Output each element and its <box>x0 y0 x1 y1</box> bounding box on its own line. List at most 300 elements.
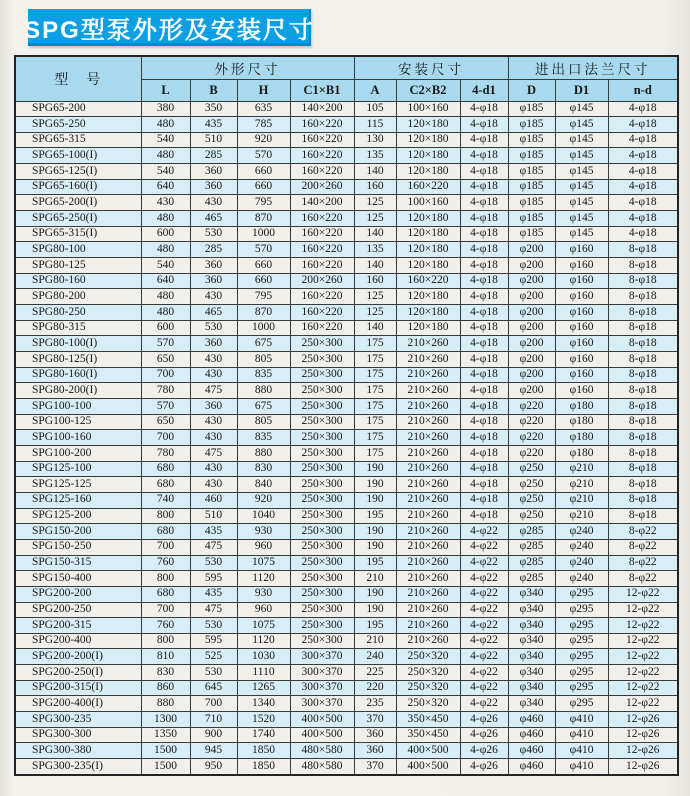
value-cell: φ200 <box>508 383 555 399</box>
value-cell: 645 <box>190 680 237 696</box>
value-cell: 870 <box>237 305 290 321</box>
model-cell: SPG125-100 <box>15 461 141 477</box>
value-cell: 920 <box>237 492 290 508</box>
value-cell: 4-φ18 <box>460 101 508 117</box>
value-cell: 540 <box>141 132 190 148</box>
value-cell: 160×220 <box>290 164 354 180</box>
value-cell: 780 <box>141 383 190 399</box>
value-cell: 800 <box>141 571 190 587</box>
value-cell: 210×260 <box>396 633 460 649</box>
header-col-n-d: n-d <box>608 79 678 101</box>
value-cell: φ285 <box>508 539 555 555</box>
model-cell: SPG65-315(I) <box>15 226 141 242</box>
value-cell: 400×500 <box>290 712 354 728</box>
value-cell: 4-φ18 <box>460 320 508 336</box>
model-cell: SPG65-200 <box>15 101 141 117</box>
value-cell: φ160 <box>555 305 608 321</box>
value-cell: 210×260 <box>396 477 460 493</box>
value-cell: 1850 <box>237 759 290 775</box>
value-cell: 120×180 <box>396 320 460 336</box>
value-cell: 530 <box>190 618 237 634</box>
value-cell: 370 <box>354 712 396 728</box>
value-cell: 835 <box>237 430 290 446</box>
value-cell: 700 <box>190 696 237 712</box>
value-cell: 4-φ18 <box>460 226 508 242</box>
header-col-4-d1: 4-d1 <box>460 79 508 101</box>
value-cell: 160×220 <box>290 226 354 242</box>
value-cell: 780 <box>141 445 190 461</box>
value-cell: φ145 <box>555 211 608 227</box>
model-cell: SPG65-100(I) <box>15 148 141 164</box>
value-cell: φ410 <box>555 759 608 775</box>
value-cell: 250×300 <box>290 524 354 540</box>
value-cell: φ185 <box>508 148 555 164</box>
table-row <box>15 743 678 759</box>
value-cell: 540 <box>141 164 190 180</box>
value-cell: 430 <box>190 289 237 305</box>
value-cell: 8-φ22 <box>608 524 678 540</box>
value-cell: 600 <box>141 320 190 336</box>
table-row <box>15 336 678 352</box>
value-cell: φ160 <box>555 367 608 383</box>
value-cell: 4-φ18 <box>460 258 508 274</box>
value-cell: φ200 <box>508 289 555 305</box>
value-cell: 4-φ18 <box>608 226 678 242</box>
model-cell: SPG80-160 <box>15 273 141 289</box>
value-cell: 1500 <box>141 743 190 759</box>
header-group-row <box>15 56 678 79</box>
value-cell: 120×180 <box>396 211 460 227</box>
value-cell: 190 <box>354 524 396 540</box>
value-cell: 140 <box>354 164 396 180</box>
value-cell: 210×260 <box>396 336 460 352</box>
value-cell: 4-φ18 <box>460 336 508 352</box>
value-cell: φ295 <box>555 618 608 634</box>
value-cell: 160×220 <box>290 148 354 164</box>
value-cell: 4-φ18 <box>608 164 678 180</box>
value-cell: 250×320 <box>396 696 460 712</box>
value-cell: φ295 <box>555 633 608 649</box>
table-row <box>15 320 678 336</box>
value-cell: 525 <box>190 649 237 665</box>
value-cell: 380 <box>141 101 190 117</box>
model-cell: SPG65-315 <box>15 132 141 148</box>
value-cell: 8-φ18 <box>608 414 678 430</box>
value-cell: 250×300 <box>290 508 354 524</box>
value-cell: 360 <box>190 258 237 274</box>
value-cell: 140 <box>354 320 396 336</box>
table-row <box>15 226 678 242</box>
value-cell: 4-φ22 <box>460 618 508 634</box>
value-cell: 210×260 <box>396 398 460 414</box>
value-cell: 430 <box>190 367 237 383</box>
value-cell: 160×220 <box>290 211 354 227</box>
value-cell: 4-φ18 <box>460 195 508 211</box>
value-cell: 220 <box>354 680 396 696</box>
value-cell: 880 <box>237 383 290 399</box>
table-row <box>15 242 678 258</box>
value-cell: 400×500 <box>396 759 460 775</box>
value-cell: 4-φ18 <box>460 164 508 180</box>
value-cell: φ295 <box>555 680 608 696</box>
table-row <box>15 461 678 477</box>
value-cell: 210 <box>354 633 396 649</box>
value-cell: 12-φ26 <box>608 743 678 759</box>
value-cell: 160×220 <box>290 320 354 336</box>
value-cell: 570 <box>141 336 190 352</box>
model-cell: SPG80-200(I) <box>15 383 141 399</box>
model-cell: SPG80-125(I) <box>15 352 141 368</box>
value-cell: 1000 <box>237 226 290 242</box>
value-cell: 480×580 <box>290 743 354 759</box>
value-cell: 190 <box>354 586 396 602</box>
value-cell: 1520 <box>237 712 290 728</box>
value-cell: 960 <box>237 539 290 555</box>
value-cell: 125 <box>354 289 396 305</box>
value-cell: 4-φ18 <box>460 211 508 227</box>
table-row <box>15 148 678 164</box>
value-cell: 680 <box>141 461 190 477</box>
pump-dimensions-table <box>14 55 679 776</box>
value-cell: 225 <box>354 665 396 681</box>
value-cell: 360 <box>190 398 237 414</box>
value-cell: 120×180 <box>396 242 460 258</box>
value-cell: 1075 <box>237 618 290 634</box>
value-cell: 175 <box>354 367 396 383</box>
value-cell: 175 <box>354 336 396 352</box>
value-cell: φ460 <box>508 727 555 743</box>
value-cell: 8-φ18 <box>608 242 678 258</box>
header-model: 型 号 <box>15 56 141 101</box>
value-cell: φ160 <box>555 320 608 336</box>
value-cell: 250×300 <box>290 352 354 368</box>
model-cell: SPG200-200 <box>15 586 141 602</box>
value-cell: 250×300 <box>290 398 354 414</box>
value-cell: 480×580 <box>290 759 354 775</box>
value-cell: 640 <box>141 273 190 289</box>
value-cell: 4-φ22 <box>460 539 508 555</box>
value-cell: 700 <box>141 367 190 383</box>
model-cell: SPG100-200 <box>15 445 141 461</box>
model-cell: SPG65-250 <box>15 117 141 133</box>
value-cell: 8-φ22 <box>608 539 678 555</box>
value-cell: 480 <box>141 289 190 305</box>
value-cell: 1500 <box>141 759 190 775</box>
value-cell: 12-φ22 <box>608 665 678 681</box>
value-cell: 12-φ26 <box>608 712 678 728</box>
value-cell: 12-φ26 <box>608 759 678 775</box>
value-cell: 480 <box>141 148 190 164</box>
value-cell: 140×200 <box>290 195 354 211</box>
header-col-A: A <box>354 79 396 101</box>
value-cell: 12-φ22 <box>608 649 678 665</box>
value-cell: 8-φ18 <box>608 430 678 446</box>
value-cell: 8-φ22 <box>608 571 678 587</box>
value-cell: φ220 <box>508 430 555 446</box>
model-cell: SPG100-125 <box>15 414 141 430</box>
value-cell: 480 <box>141 242 190 258</box>
model-cell: SPG200-315 <box>15 618 141 634</box>
value-cell: 1030 <box>237 649 290 665</box>
table-row <box>15 164 678 180</box>
table-row <box>15 414 678 430</box>
value-cell: 4-φ22 <box>460 633 508 649</box>
value-cell: 360 <box>190 179 237 195</box>
value-cell: 175 <box>354 414 396 430</box>
value-cell: 475 <box>190 602 237 618</box>
value-cell: 4-φ18 <box>460 242 508 258</box>
value-cell: 125 <box>354 211 396 227</box>
value-cell: 835 <box>237 367 290 383</box>
table-row <box>15 211 678 227</box>
value-cell: φ250 <box>508 461 555 477</box>
value-cell: φ145 <box>555 101 608 117</box>
value-cell: 140 <box>354 226 396 242</box>
value-cell: 8-φ18 <box>608 258 678 274</box>
value-cell: 160×220 <box>290 132 354 148</box>
value-cell: 210×260 <box>396 352 460 368</box>
value-cell: 480 <box>141 211 190 227</box>
value-cell: φ145 <box>555 179 608 195</box>
value-cell: φ340 <box>508 649 555 665</box>
value-cell: φ145 <box>555 148 608 164</box>
header-col-D: D <box>508 79 555 101</box>
value-cell: 430 <box>190 477 237 493</box>
value-cell: 1340 <box>237 696 290 712</box>
value-cell: 210×260 <box>396 492 460 508</box>
table-row <box>15 586 678 602</box>
value-cell: 8-φ18 <box>608 289 678 305</box>
value-cell: 530 <box>190 665 237 681</box>
value-cell: 430 <box>190 461 237 477</box>
value-cell: φ295 <box>555 586 608 602</box>
value-cell: φ180 <box>555 398 608 414</box>
value-cell: 240 <box>354 649 396 665</box>
value-cell: 4-φ18 <box>460 508 508 524</box>
title-banner <box>24 9 315 46</box>
table-row <box>15 712 678 728</box>
table-row <box>15 117 678 133</box>
value-cell: 510 <box>190 132 237 148</box>
value-cell: 930 <box>237 524 290 540</box>
value-cell: 360 <box>190 273 237 289</box>
value-cell: 805 <box>237 414 290 430</box>
value-cell: φ250 <box>508 477 555 493</box>
header-col-L: L <box>141 79 190 101</box>
value-cell: φ200 <box>508 258 555 274</box>
value-cell: φ340 <box>508 680 555 696</box>
model-cell: SPG200-400 <box>15 633 141 649</box>
value-cell: φ340 <box>508 602 555 618</box>
model-cell: SPG80-100 <box>15 242 141 258</box>
value-cell: φ220 <box>508 445 555 461</box>
value-cell: 465 <box>190 305 237 321</box>
value-cell: φ240 <box>555 539 608 555</box>
model-cell: SPG80-250 <box>15 305 141 321</box>
value-cell: 195 <box>354 618 396 634</box>
value-cell: 8-φ18 <box>608 383 678 399</box>
model-cell: SPG150-315 <box>15 555 141 571</box>
model-cell: SPG200-250 <box>15 602 141 618</box>
value-cell: 675 <box>237 398 290 414</box>
value-cell: 595 <box>190 571 237 587</box>
value-cell: 8-φ18 <box>608 352 678 368</box>
value-cell: φ185 <box>508 164 555 180</box>
value-cell: 830 <box>141 665 190 681</box>
value-cell: 510 <box>190 508 237 524</box>
value-cell: φ145 <box>555 195 608 211</box>
value-cell: 300×370 <box>290 665 354 681</box>
value-cell: 700 <box>141 430 190 446</box>
value-cell: φ200 <box>508 305 555 321</box>
table-row <box>15 618 678 634</box>
value-cell: 465 <box>190 211 237 227</box>
value-cell: φ460 <box>508 712 555 728</box>
value-cell: 130 <box>354 132 396 148</box>
table-row <box>15 258 678 274</box>
value-cell: 680 <box>141 524 190 540</box>
value-cell: 710 <box>190 712 237 728</box>
value-cell: 250×300 <box>290 539 354 555</box>
value-cell: 1110 <box>237 665 290 681</box>
value-cell: 12-φ26 <box>608 727 678 743</box>
table-row <box>15 696 678 712</box>
value-cell: 8-φ18 <box>608 508 678 524</box>
model-cell: SPG80-100(I) <box>15 336 141 352</box>
model-cell: SPG80-160(I) <box>15 367 141 383</box>
value-cell: 250×320 <box>396 680 460 696</box>
value-cell: 4-φ18 <box>460 179 508 195</box>
value-cell: 125 <box>354 195 396 211</box>
value-cell: 920 <box>237 132 290 148</box>
value-cell: 250×300 <box>290 602 354 618</box>
table-row <box>15 665 678 681</box>
value-cell: 435 <box>190 117 237 133</box>
value-cell: 8-φ18 <box>608 320 678 336</box>
value-cell: 160×220 <box>396 273 460 289</box>
value-cell: 200×260 <box>290 273 354 289</box>
value-cell: 250×300 <box>290 445 354 461</box>
value-cell: 4-φ18 <box>460 492 508 508</box>
value-cell: 795 <box>237 289 290 305</box>
table-row <box>15 305 678 321</box>
value-cell: 160×220 <box>290 242 354 258</box>
value-cell: 475 <box>190 539 237 555</box>
header-group-installation-dimensions: 安装尺寸 <box>354 56 508 79</box>
value-cell: 900 <box>190 727 237 743</box>
value-cell: 480 <box>141 305 190 321</box>
value-cell: 475 <box>190 383 237 399</box>
value-cell: 210×260 <box>396 571 460 587</box>
value-cell: 1740 <box>237 727 290 743</box>
value-cell: φ160 <box>555 352 608 368</box>
model-cell: SPG80-200 <box>15 289 141 305</box>
value-cell: 530 <box>190 226 237 242</box>
value-cell: 120×180 <box>396 258 460 274</box>
value-cell: 400×500 <box>396 743 460 759</box>
value-cell: 1850 <box>237 743 290 759</box>
value-cell: 8-φ18 <box>608 445 678 461</box>
model-cell: SPG200-400(I) <box>15 696 141 712</box>
table-row <box>15 352 678 368</box>
value-cell: 650 <box>141 352 190 368</box>
value-cell: 570 <box>237 148 290 164</box>
value-cell: 635 <box>237 101 290 117</box>
value-cell: φ285 <box>508 555 555 571</box>
value-cell: φ240 <box>555 524 608 540</box>
value-cell: 460 <box>190 492 237 508</box>
value-cell: φ210 <box>555 508 608 524</box>
value-cell: 430 <box>190 195 237 211</box>
model-cell: SPG150-400 <box>15 571 141 587</box>
value-cell: 4-φ18 <box>460 273 508 289</box>
value-cell: 285 <box>190 242 237 258</box>
value-cell: φ210 <box>555 492 608 508</box>
value-cell: 810 <box>141 649 190 665</box>
value-cell: 4-φ18 <box>460 461 508 477</box>
model-cell: SPG300-300 <box>15 727 141 743</box>
value-cell: 1040 <box>237 508 290 524</box>
value-cell: 120×180 <box>396 148 460 164</box>
value-cell: 640 <box>141 179 190 195</box>
model-cell: SPG100-160 <box>15 430 141 446</box>
value-cell: 160 <box>354 273 396 289</box>
value-cell: 4-φ18 <box>608 117 678 133</box>
value-cell: 4-φ18 <box>460 305 508 321</box>
value-cell: 12-φ22 <box>608 602 678 618</box>
table-row <box>15 524 678 540</box>
value-cell: 660 <box>237 258 290 274</box>
value-cell: φ210 <box>555 461 608 477</box>
value-cell: φ200 <box>508 336 555 352</box>
table-row <box>15 132 678 148</box>
value-cell: 4-φ22 <box>460 680 508 696</box>
value-cell: 760 <box>141 555 190 571</box>
value-cell: 880 <box>141 696 190 712</box>
value-cell: 210×260 <box>396 555 460 571</box>
model-cell: SPG125-200 <box>15 508 141 524</box>
value-cell: 4-φ18 <box>460 398 508 414</box>
value-cell: φ340 <box>508 665 555 681</box>
value-cell: 540 <box>141 258 190 274</box>
value-cell: φ220 <box>508 398 555 414</box>
value-cell: 360 <box>190 164 237 180</box>
value-cell: 1300 <box>141 712 190 728</box>
value-cell: 650 <box>141 414 190 430</box>
value-cell: 805 <box>237 352 290 368</box>
table-row <box>15 477 678 493</box>
value-cell: 360 <box>354 727 396 743</box>
value-cell: 570 <box>237 242 290 258</box>
value-cell: 8-φ18 <box>608 461 678 477</box>
table-body <box>15 101 678 775</box>
table-row <box>15 555 678 571</box>
table-row <box>15 633 678 649</box>
value-cell: 160×220 <box>290 289 354 305</box>
value-cell: 200×260 <box>290 179 354 195</box>
header-col-C2xB2: C2×B2 <box>396 79 460 101</box>
value-cell: 800 <box>141 508 190 524</box>
value-cell: 4-φ26 <box>460 712 508 728</box>
value-cell: 140 <box>354 258 396 274</box>
value-cell: 945 <box>190 743 237 759</box>
value-cell: 140×200 <box>290 101 354 117</box>
value-cell: 300×370 <box>290 696 354 712</box>
value-cell: 4-φ22 <box>460 524 508 540</box>
value-cell: 160×220 <box>290 305 354 321</box>
value-cell: φ410 <box>555 727 608 743</box>
model-cell: SPG200-250(I) <box>15 665 141 681</box>
